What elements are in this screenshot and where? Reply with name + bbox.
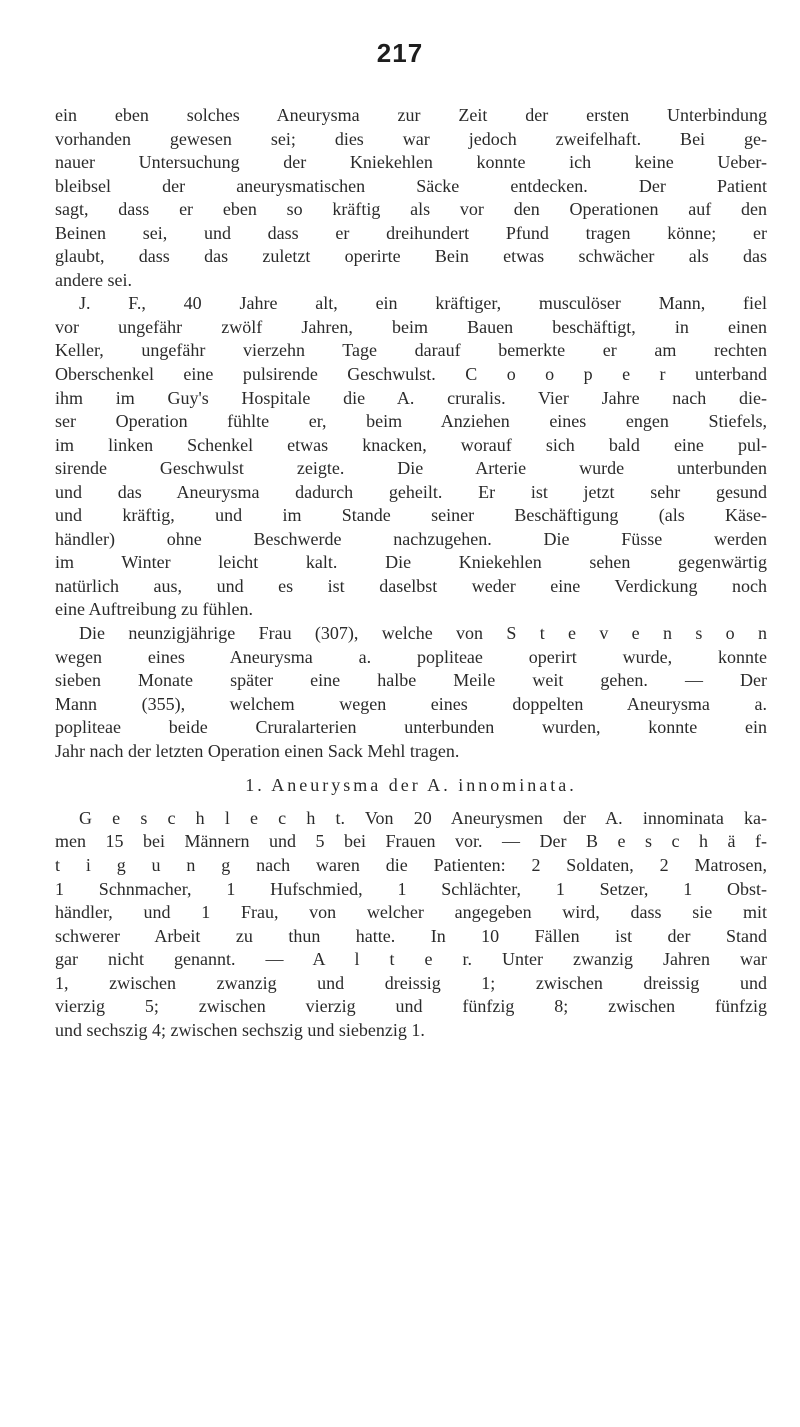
text-line: G e s c h l e c h t. Von 20 Aneurysmen der A. innominata ka- <box>79 807 767 828</box>
text-line: und sechszig 4; zwischen sechszig und siebenzig 1. <box>55 1019 425 1040</box>
text-line: nauer Untersuchung der Kniekehlen konnte ich keine Ueber- <box>55 152 767 173</box>
text-line: händler, und 1 Frau, von welcher angegeben wird, dass sie mit <box>55 902 767 923</box>
text-line: bleibsel der aneurysmatischen Säcke entdecken. Der Patient <box>55 175 767 196</box>
text-line: schwerer Arbeit zu thun hatte. In 10 Fällen ist der Stand <box>55 925 767 946</box>
text-line: ihm im Guy's Hospitale die A. cruralis. Vier Jahre nach die- <box>55 387 767 408</box>
paragraph-cases-stevenson <box>55 622 767 763</box>
text-line: ein eben solches Aneurysma zur Zeit der ersten Unterbindung <box>55 105 767 125</box>
text-line: natürlich aus, und es ist daselbst weder eine Verdickung noch <box>55 575 767 596</box>
text-line: popliteae beide Cruralarterien unterbunden wurden, konnte ein <box>55 717 767 738</box>
text-line: sieben Monate später eine halbe Meile weit gehen. — Der <box>55 670 767 691</box>
text-line: sagt, dass er eben so kräftig als vor den Operationen auf den <box>55 199 767 220</box>
text-line: und das Aneurysma dadurch geheilt. Er ist jetzt sehr gesund <box>55 481 767 502</box>
text-line: 1 Schnmacher, 1 Hufschmied, 1 Schlächter, 1 Setzer, 1 Obst- <box>55 878 767 899</box>
text-line: sirende Geschwulst zeigte. Die Arterie wurde unterbunden <box>55 458 767 479</box>
text-line: händler) ohne Beschwerde nachzugehen. Die Füsse werden <box>55 528 767 549</box>
text-line: Oberschenkel eine pulsirende Geschwulst. C o o p e r unterband <box>55 364 767 385</box>
text-line: im Winter leicht kalt. Die Kniekehlen sehen gegenwärtig <box>55 552 767 573</box>
text-line: vorhanden gewesen sei; dies war jedoch zweifelhaft. Bei ge- <box>55 128 767 149</box>
text-line: im linken Schenkel etwas knacken, worauf sich bald eine pul- <box>55 434 767 455</box>
text-line: wegen eines Aneurysma a. popliteae operirt wurde, konnte <box>55 646 767 667</box>
section-heading: 1. Aneurysma der A. innominata. <box>245 775 577 796</box>
text-line: und kräftig, und im Stande seiner Beschäftigung (als Käse- <box>55 505 767 526</box>
text-line: Die neunzigjährige Frau (307), welche von S t e v e n s o n <box>79 623 767 644</box>
text-line: J. F., 40 Jahre alt, ein kräftiger, musculöser Mann, fiel <box>79 293 767 314</box>
text-line: t i g u n g nach waren die Patienten: 2 Soldaten, 2 Matrosen, <box>55 854 767 875</box>
text-line: Jahr nach der letzten Operation einen Sack Mehl tragen. <box>55 740 460 761</box>
text-line: eine Auftreibung zu fühlen. <box>55 599 253 620</box>
text-line: vor ungefähr zwölf Jahren, beim Bauen beschäftigt, in einen <box>55 316 767 337</box>
body-text <box>55 104 767 1042</box>
paragraph-continuation <box>55 104 767 292</box>
text-line: Keller, ungefähr vierzehn Tage darauf bemerkte er am rechten <box>55 340 767 361</box>
paragraph-innominata-stats <box>55 807 767 1042</box>
paragraph-case-jf <box>55 292 767 622</box>
text-line: men 15 bei Männern und 5 bei Frauen vor. — Der B e s c h ä f- <box>55 831 767 852</box>
text-line: glaubt, dass das zuletzt operirte Bein etwas schwächer als das <box>55 246 767 267</box>
text-line: Mann (355), welchem wegen eines doppelten Aneurysma a. <box>55 693 767 714</box>
page-number: 217 <box>376 38 424 68</box>
text-line: andere sei. <box>55 269 132 290</box>
text-line: gar nicht genannt. — A l t e r. Unter zwanzig Jahren war <box>55 949 767 970</box>
text-line: ser Operation fühlte er, beim Anziehen eines engen Stiefels, <box>55 411 767 432</box>
text-line: 1, zwischen zwanzig und dreissig 1; zwischen dreissig und <box>55 972 767 993</box>
text-line: Beinen sei, und dass er dreihundert Pfund tragen könne; er <box>55 222 767 243</box>
text-line: vierzig 5; zwischen vierzig und fünfzig 8; zwischen fünfzig <box>55 996 767 1017</box>
